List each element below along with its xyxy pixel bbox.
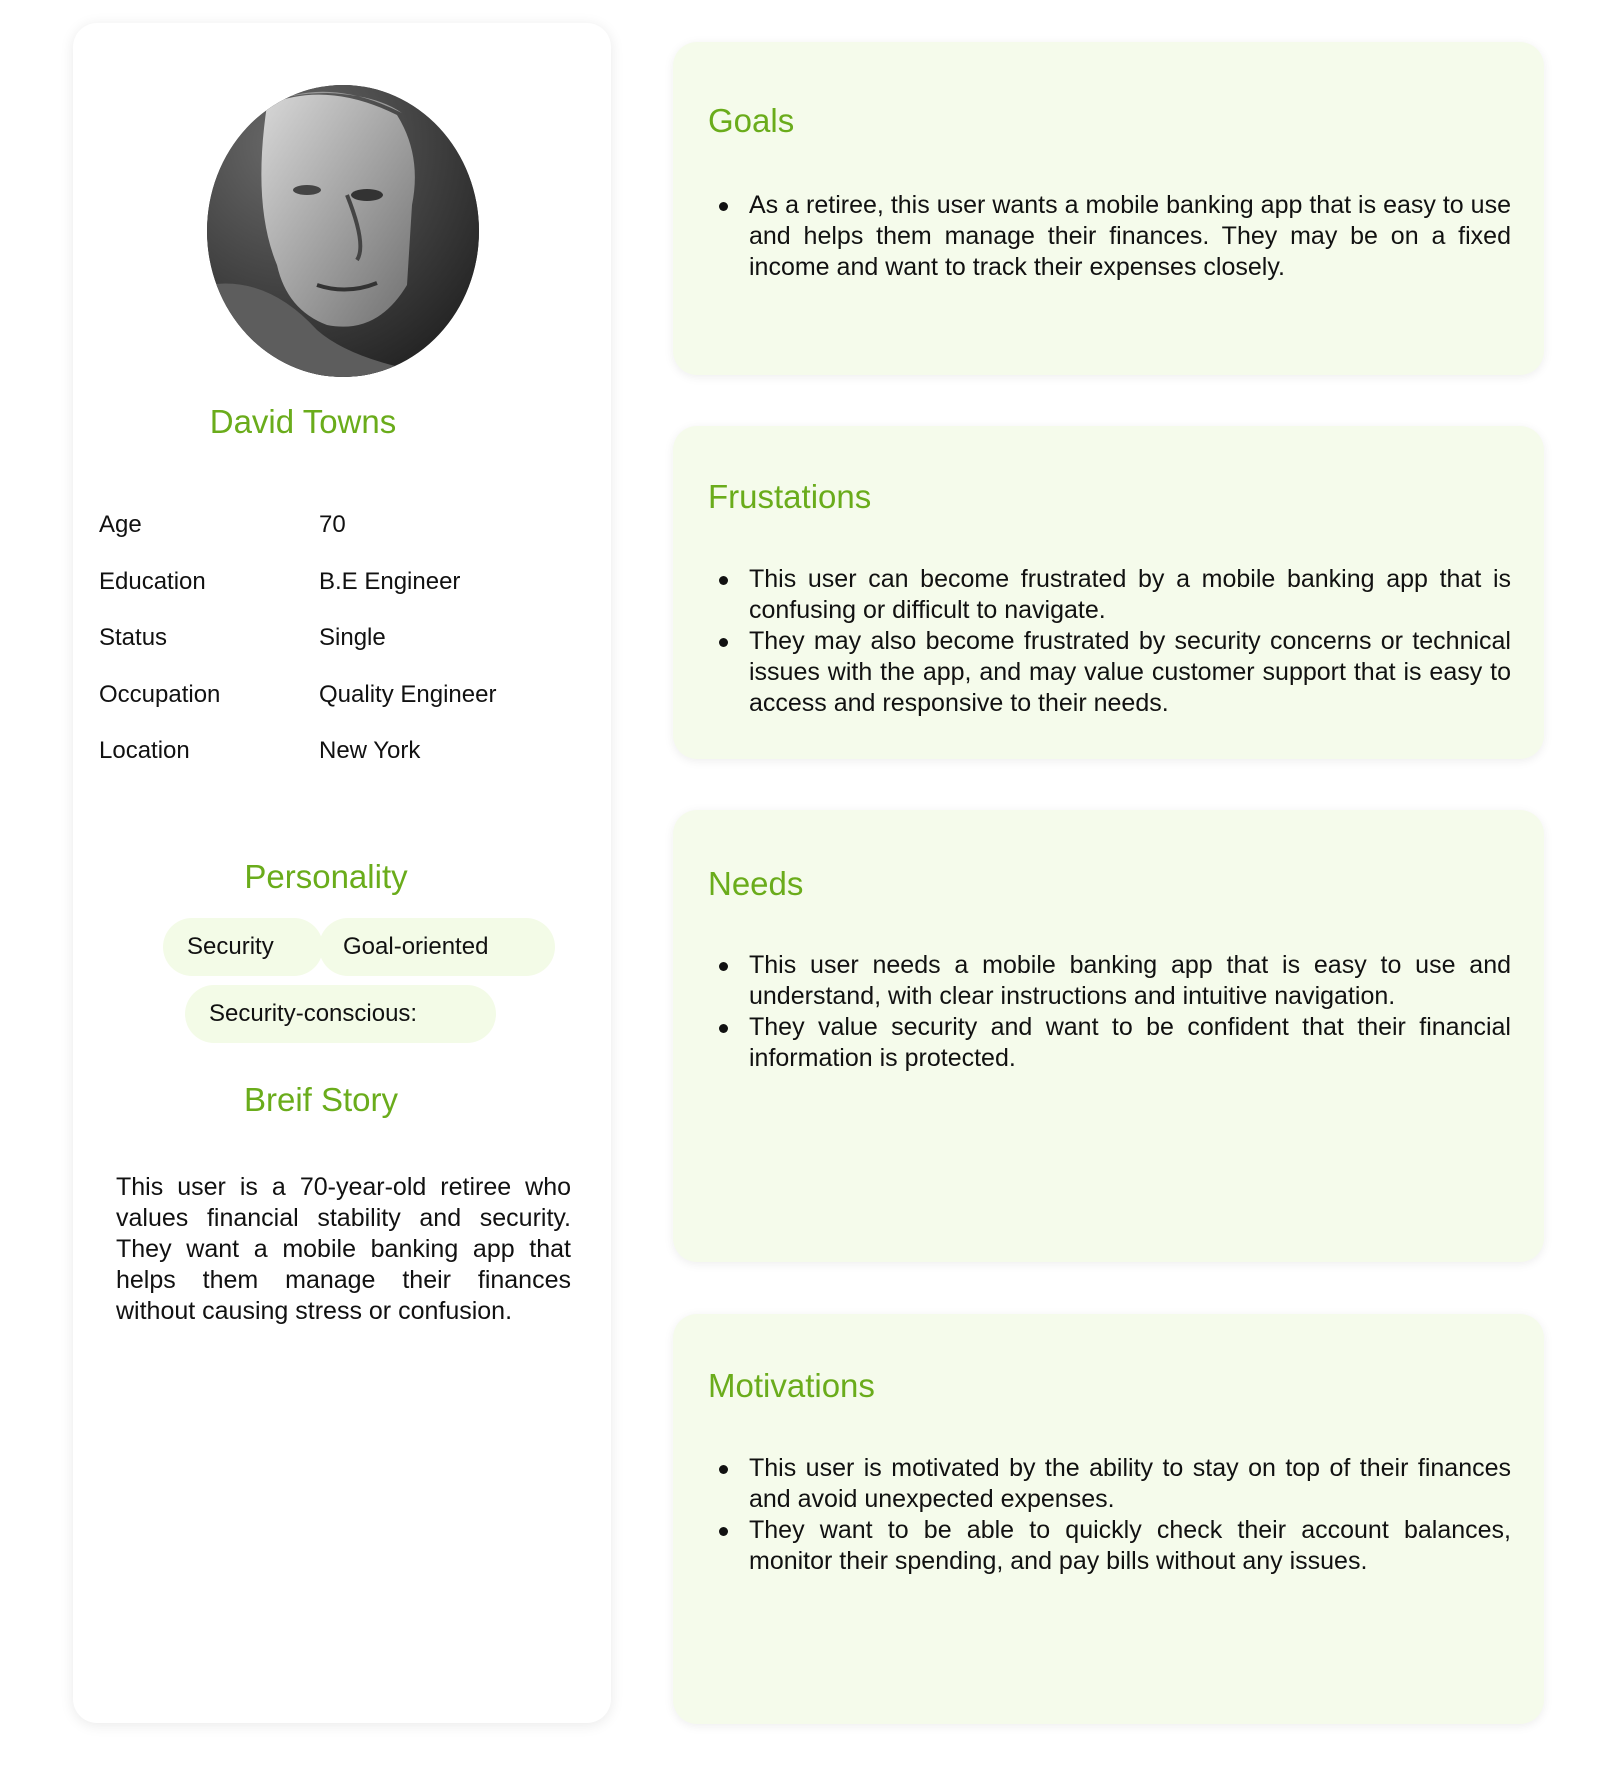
card-title: Needs	[708, 865, 804, 902]
brief-story-text: This user is a 70-year-old retiree who values financial stability and security. They want a mobile banking app that helps them manage their finances without causing stress or confusion.	[116, 1173, 571, 1325]
list-item	[709, 1453, 1511, 1515]
persona-name: David Towns	[209, 403, 397, 440]
list-item	[709, 1515, 1511, 1577]
bullet-icon	[719, 638, 728, 647]
detail-label: Occupation	[99, 680, 221, 708]
detail-label: Status	[99, 624, 168, 651]
list-item-text: This user is motivated by the ability to stay on top of their finances and avoid unexpected expenses.	[749, 1454, 1511, 1513]
brief-story-heading: Breif Story	[243, 1081, 399, 1118]
detail-row-age	[99, 511, 579, 568]
list-item-text: They value security and want to be confident that their financial information is protected.	[749, 1013, 1511, 1072]
list-item-text: They want to be able to quickly check their account balances, monitor their spending, and pay bills without any issues.	[749, 1516, 1511, 1575]
list-item	[709, 564, 1511, 626]
detail-row-occupation	[99, 681, 579, 738]
bullet-icon	[719, 1024, 728, 1033]
list-item	[709, 1012, 1511, 1074]
detail-label: Education	[99, 567, 206, 595]
avatar	[207, 85, 479, 377]
personality-tag-security-conscious: Security-conscious:	[185, 985, 496, 1043]
detail-value: Quality Engineer	[319, 680, 497, 708]
detail-label: Location	[99, 737, 190, 764]
card-list	[709, 950, 1511, 1074]
personality-tag-goal-oriented: Goal-oriented	[319, 918, 555, 976]
detail-value: B.E Engineer	[319, 567, 461, 595]
card-title: Goals	[708, 102, 795, 139]
needs-card	[673, 810, 1544, 1262]
motivations-card	[673, 1314, 1544, 1724]
card-list	[709, 190, 1511, 283]
card-title: Frustations	[708, 478, 872, 515]
bullet-icon	[719, 202, 728, 211]
detail-row-education	[99, 568, 579, 625]
bullet-icon	[719, 962, 728, 971]
persona-details	[99, 511, 579, 794]
bullet-icon	[719, 576, 728, 585]
card-list	[709, 1453, 1511, 1577]
frustrations-card	[673, 426, 1544, 759]
list-item	[709, 626, 1511, 719]
detail-row-status	[99, 624, 579, 681]
list-item	[709, 190, 1511, 283]
detail-value: New York	[319, 737, 421, 764]
goals-card	[673, 42, 1544, 375]
list-item-text: They may also become frustrated by security concerns or technical issues with the app, and may value customer support that is easy to access and responsive to their needs.	[749, 627, 1511, 717]
personality-heading: Personality	[244, 858, 408, 895]
avatar-portrait-image	[207, 85, 479, 377]
list-item-text: As a retiree, this user wants a mobile banking app that is easy to use and helps them manage their finances. They may be on a fixed income and want to track their expenses closely.	[749, 191, 1511, 281]
detail-label: Age	[99, 511, 142, 538]
list-item	[709, 950, 1511, 1012]
list-item-text: This user can become frustrated by a mobile banking app that is confusing or difficult to navigate.	[749, 565, 1511, 624]
personality-tag-security: Security	[163, 918, 323, 976]
card-title: Motivations	[708, 1367, 875, 1404]
list-item-text: This user needs a mobile banking app that is easy to use and understand, with clear instructions and intuitive navigation.	[749, 951, 1511, 1010]
bullet-icon	[719, 1465, 728, 1474]
profile-card	[73, 23, 611, 1723]
bullet-icon	[719, 1527, 728, 1536]
card-list	[709, 564, 1511, 719]
detail-value: Single	[319, 624, 386, 651]
detail-row-location	[99, 737, 579, 794]
detail-value: 70	[319, 511, 346, 538]
